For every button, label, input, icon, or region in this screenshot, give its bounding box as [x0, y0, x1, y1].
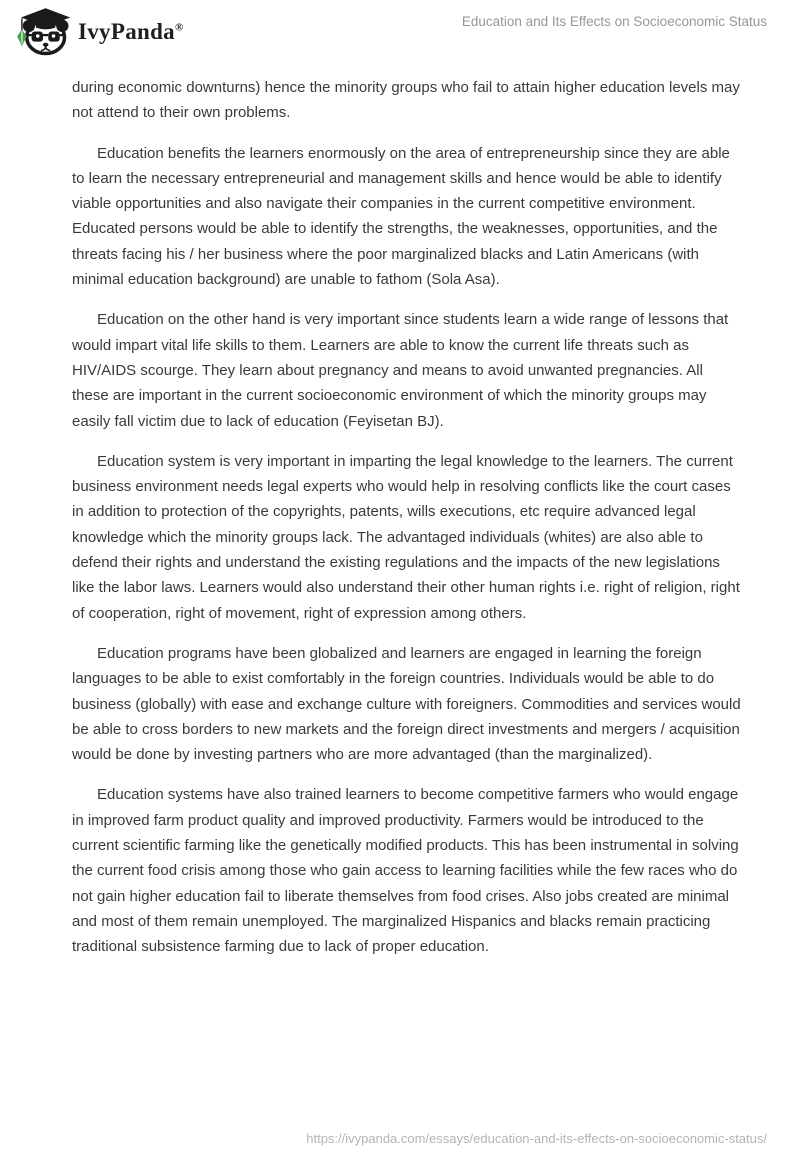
essay-paragraph: Education programs have been globalized and learners are engaged in learning the foreign languages to be able to exist comfortably in the foreign countries. Individuals would be able to do business (globally) with ease and exchange culture with foreigners. Commodities and services would be able to cross borders to new markets and the foreign direct investments and mergers / acquisition would be done by investing partners who are more advantaged (than the marginalized).	[72, 644, 741, 764]
ivypanda-panda-logo-icon	[14, 7, 72, 57]
source-url: https://ivypanda.com/essays/education-and-its-effects-on-socioeconomic-status/	[306, 1131, 767, 1146]
brand-name: IvyPanda®	[78, 19, 184, 44]
document-title: Education and Its Effects on Socioeconomic Status	[461, 14, 767, 29]
registered-trademark-symbol: ®	[174, 21, 184, 34]
essay-paragraph: Education system is very important in imparting the legal knowledge to the learners. The current business environment needs legal experts who would help in resolving conflicts like the court cases in addition to protection of the copyrights, patents, wills executions, etc require advanced legal knowledge which the minority groups lack. The advantaged individuals (whites) are also able to defend their rights and understand the existing regulations and the impacts of the new legislations like the labor laws. Learners would also understand their other human rights i.e. right of religion, right of cooperation, right of movement, right of expression among others.	[72, 452, 740, 622]
essay-paragraph: Education on the other hand is very important since students learn a wide range of lessons that would impart vital life skills to them. Learners are able to know the current life threats such as HIV/AIDS scourge. They learn about pregnancy and means to avoid unwanted pregnancies. All these are important in the current socioeconomic environment of which the minority groups may easily fall victim due to lack of education (Feyisetan BJ).	[72, 311, 729, 430]
essay-paragraph: Education systems have also trained learners to become competitive farmers who would engage in improved farm product quality and improved productivity. Farmers would be introduced to the current scientific farming like the genetically modified products. This has been instrumental in solving the current food crisis among those who gain access to learning facilities while the few races who do not gain higher education fail to liberate themselves from food crises. Also jobs created are minimal and most of them remain unemployed. The marginalized Hispanics and blacks remain practicing traditional subsistence farming due to lack of proper education.	[72, 786, 739, 956]
essay-paragraph: during economic downturns) hence the minority groups who fail to attain higher education levels may not attend to their own problems.	[72, 79, 740, 122]
essay-paragraph: Education benefits the learners enormously on the area of entrepreneurship since they are able to learn the necessary entrepreneurial and management skills and hence would be able to identify viable opportunities and also navigate their companies in the current competitive environment. Educated persons would be able to identify the strengths, the weaknesses, opportunities, and the threats facing his / her business where the poor marginalized blacks and Latin Americans (with minimal education background) are unable to fathom (Sola Asa).	[72, 144, 730, 289]
page-header	[14, 7, 184, 57]
essay-body	[72, 75, 742, 975]
